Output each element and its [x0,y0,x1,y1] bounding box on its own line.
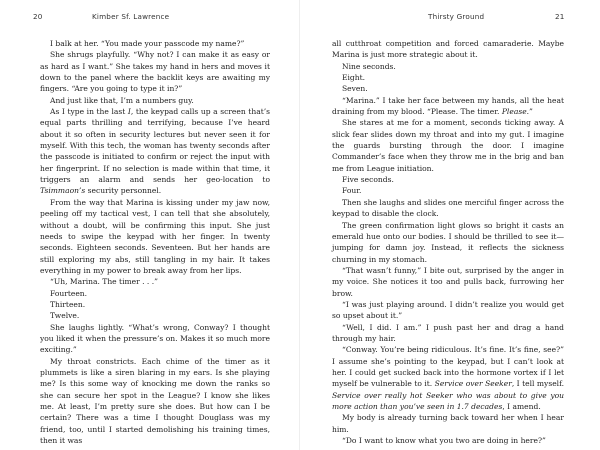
right-page-text [332,38,564,446]
italic-text: Service over really hot Seeker who was about to give you more action than you’ve seen in 1.7 decades [332,390,564,411]
paragraph: “Do I want to know what you two are doing in here?” [342,436,546,446]
paragraph: “I was just playing around. I didn’t realize you would get so upset about it.” [332,299,564,321]
paragraph: “Marina.” I take her face between my hands, all the heat draining from my blood. “Please. The timer. Please.” [332,95,564,117]
paragraph: “Well, I did. I am.” I push past her and drag a hand through my hair. [332,322,564,343]
paragraph: Nine seconds. [342,61,396,71]
page-number-left: 20 [33,12,43,21]
paragraph: Twelve. [50,311,80,321]
italic-text: I [127,107,131,117]
paragraph: “Conway. You’re being ridiculous. It’s fine. It’s fine, see?” I assume she’s pointing to the keypad, but I can’t look at her. I could get sucked back into the hormone vortex if I let myself be vulnerable to it. Service over Seeker, I tell myself. Service over really hot Seeker who was about to give you more action than you’ve seen in 1.7 decades, I amend. [332,345,565,411]
paragraph: Eight. [342,73,366,83]
paragraph: Five seconds. [342,175,394,185]
paragraph: She stares at me for a moment, seconds ticking away. A slick fear slides down my throat and into my gut. I imagine the guards bursting through the door. I imagine Commander’s face when they throw me in the brig and ban me from League initiation. [332,118,564,173]
paragraph: Seven. [342,84,368,94]
running-head-title: Thirsty Ground [428,12,485,21]
paragraph: The green confirmation light glows so bright it casts an emerald hue onto our bodies. I should be thrilled to see it—jumping for damn joy. Instead, it reflects the sickness churning in my stomach. [332,220,564,264]
paragraph: My throat constricts. Each chime of the timer as it plummets is like a siren blaring in my ears. Is she playing me? Is this some way of knocking me down the ranks so she can secure her spot in the League? I know she likes me. At least, I’m pretty sure she does. But how can I be certain? There was a time I thought Douglass was my friend, too, until I started demolishing his training times, then it was [40,356,270,446]
italic-text: Service over Seeker [434,379,512,389]
paragraph: “Uh, Marina. The timer . . .” [50,277,158,287]
paragraph: From the way that Marina is kissing under my jaw now, peeling off my tactical vest, I can tell that she absolutely, without a doubt, will be confirming this input. She just needs to swipe the keypad with her finger. In twenty seconds. Eighteen seconds. Seventeen. But her hands are still exploring my abs, still tangling in my hair. It takes everything in my power to break away from her lips. [40,197,270,275]
paragraph: She shrugs playfully. “Why not? I can make it as easy or as hard as I want.” She takes my hand in hers and moves it down to the panel where the backlit keys are awaiting my fingers. “Are you going to type it in?” [40,50,270,94]
paragraph: And just like that, I’m a numbers guy. [50,95,194,105]
paragraph: She laughs lightly. “What’s wrong, Conway? I thought you liked it when the pressure’s on. Makes it so much more exciting.” [40,322,270,355]
left-page-text [40,38,270,446]
paragraph: Four. [342,186,362,196]
paragraph: Then she laughs and slides one merciful finger across the keypad to disable the clock. [332,197,564,219]
paragraph: Thirteen. [50,299,86,309]
paragraph: I balk at her. “You made your passcode my name?” [50,39,245,48]
paragraph: all cutthroat competition and forced camaraderie. Maybe Marina is just more strategic about it. [332,39,564,60]
paragraph: Fourteen. [50,288,88,298]
italic-text: Please [501,107,527,117]
paragraph: “That wasn’t funny,” I bite out, surprised by the anger in my voice. She notices it too and pulls back, furrowing her brow. [332,265,564,298]
italic-text: Tsimmaon’s [40,186,86,196]
right-page [300,0,600,450]
paragraph: As I type in the last I, the keypad calls up a screen that’s equal parts thrilling and terrifying, because I’ve heard about it so often in security lectures but never seen it for myself. With this tech, the woman has twenty seconds after the passcode is initiated to confirm or reject the input with her fingerprint. If no selection is made within that time, it triggers an alarm and sends her geo-location to Tsimmaon’s security personnel. [40,107,270,196]
running-head-author: Kimber Sf. Lawrence [92,12,170,21]
paragraph: My body is already turning back toward her when I hear him. [332,413,564,434]
page-number-right: 21 [555,12,565,21]
